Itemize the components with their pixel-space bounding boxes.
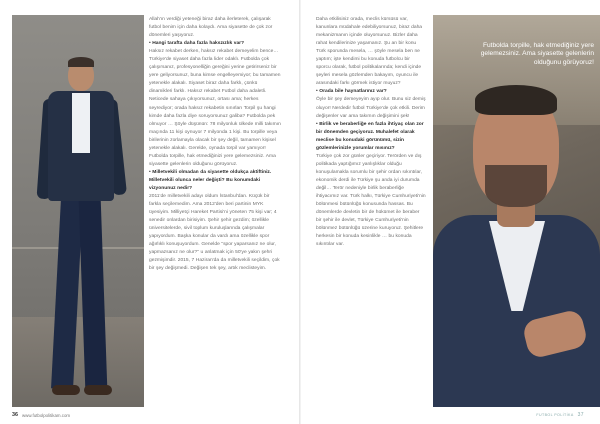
text-column-left <box>149 16 281 274</box>
paragraph: Allah'ın verdiği yeteneği biraz daha ilerleterek, çalışarak futbol benim için daha kolaydı. Ama siyasette de çok zor dönemleri yaşıyoruz. <box>149 17 273 39</box>
text-column-right <box>316 16 426 249</box>
person-figure <box>38 59 126 399</box>
paragraph: 2011'de milletvekili adayı oldum İstanbul'dan. Küçük bir farkla seçilemedim. Ama 2012'den beri partinin MYK üyesiyim. Milliyetçi Hareket Partisi'ni yöneten 75 kişi var; 4 senedir onlardan birisiyim. Şehir şehir gezdim; özellikle üniversitelerde, sivil toplum kuruluşlarında çalışmalar yapıyordum. Başka konular da vardı ama özellikle spor ağırlıklı konuşuyordum. Genelde "spor yaparsanız ne olur, yapmazsanız ne olur?" u anlatmak için 50'ye yakın şehri gezmişimdir. 2015, 7 Haziran'da da milletvekili seçildim, çok bir şey değişmedi. Değişen tek şey, artık meclisteyim. <box>149 194 280 272</box>
interview-question: • Hangi tarafta daha fazla hakszızlık var? <box>149 41 245 47</box>
paragraph: Öyle bir şey demeyeyim ayıp olur. Bunu siz demiş oluyor! Nerdedir futbol Türkiye'de çok etkili. Derim değişenler var ama takımın değişimini şek! <box>316 97 426 119</box>
paragraph: Haksız rekabet derken, haksız rekabet demeyelim bence… Türkiye'de siyaset daha fazla lider odaklı. Futbolda çok çalışırsanız, profesyonelliğin gereğini yerine getirirseniz bir yere geliyorsunuz, buna kimse engelleyemiyor; bu tamamen yeteneklе alakalı. Siyaset biraz daha farklı, çünkü dinamikleri farklı. Haksız rekabet Futbol daha adaletli. Neticede sahaya çıkıyorsunuz, ortası ama; herkes seyrediyor; orada haksız rekabetin sınırları Torpil şu hangi kimde daha fazla diye soruyorsunuz galiba? Futbolda pek olmuyor … Şöyle düşünün: 78 milyonluk ülkede milli takımın maçında 11 kişi oynuyor 7 milyonda 1 kişi. Bu torpille veya birilerinin zorlamayla olacak bir şey değil, tamamen kişisel yetenekle alakalı. Gerelde, oynada torpil var yamıyor! Futbolda torpille, hak etmediğinizi yere gelemezsiniz. Ama siyasette gelenlerin olduğunu görüyoruz. <box>149 49 281 167</box>
interview-question: • Orada bile haynatlarınız var? <box>316 89 387 95</box>
interview-question: • Birlik ve beraberliğe en fazla ihtiyaç olan zor bir dönemden geçiyoruz. Muhalefet olarak meclise bu konudaki görünümü, sizin gözlemlerinizle yorumlar mısınız? <box>316 121 424 151</box>
page-number: 37 <box>577 412 584 418</box>
photo-left-standing-man <box>12 15 144 407</box>
pull-quote: Futbolda torpille, hak etmediğiniz yere gelemezsiniz. Ama siyasette gelenlerin olduğunu görüyoruz! <box>480 42 594 66</box>
photo-right-portrait <box>433 15 600 407</box>
paragraph: Daha etkilisiniz orada, meclis kürsüsü var, kanunlara müdahale edebiliyorsunuz, biraz daha mekanizmanın içinde oluyorsunuz. Bizler daha rahat kendilerinize yaşamanız. Şu an bir konu Türk sporunda mesela, … şöyle mesela ben ne yaptım; işte kendimi bu konuda futbolcu bir sporcu olarak, futbol politikalarında; kendi içinde şeyleri mesela gözlemden bakayım, oyuncu ile arasındaki farkı görmek istiyor muyuz? <box>316 17 423 87</box>
magazine-name: FUTBOL POLİTİKA <box>536 413 574 417</box>
paragraph: Türkiye çok zor günler geçiriyor. Terörden ve dış politikada yaptığımız yanlışlıklar olduğu konuşulamakla sorumlu bir şehir ordan sıkıntılar, ekonomik derdi ile Türkiye şu anda iyi durumda değil… Terör nedeniyle birlik beraberliğe ihtiyacımız var. Türk halkı, Türkiye Cumhuriyeti'nin bölünmesi bütünlüğü konusunda hassas. Bu dönemlerde devletin bir de hükümet ile beraber bir şehir ile devlet, Türkiye Cumhuriyeti'nin bölünmez bütünlüğü üzerine kuruyoruz. Şehitlere herkesin bir konuda kesinlikle … bu konuda sıkıntılar var. <box>316 153 426 248</box>
footer-left <box>12 412 70 418</box>
interview-question: • Milletvekili olmadan da siyasette oldukça aktiftiniz. Milletvekili olunca neler değişti? Bu konumdaki vizyonunuz nedir? <box>149 169 272 191</box>
footer-right <box>536 412 584 418</box>
page-gutter <box>299 0 301 424</box>
page-number: 36 <box>12 412 18 418</box>
website-url[interactable]: www.futbolpolitikam.com <box>22 412 71 418</box>
